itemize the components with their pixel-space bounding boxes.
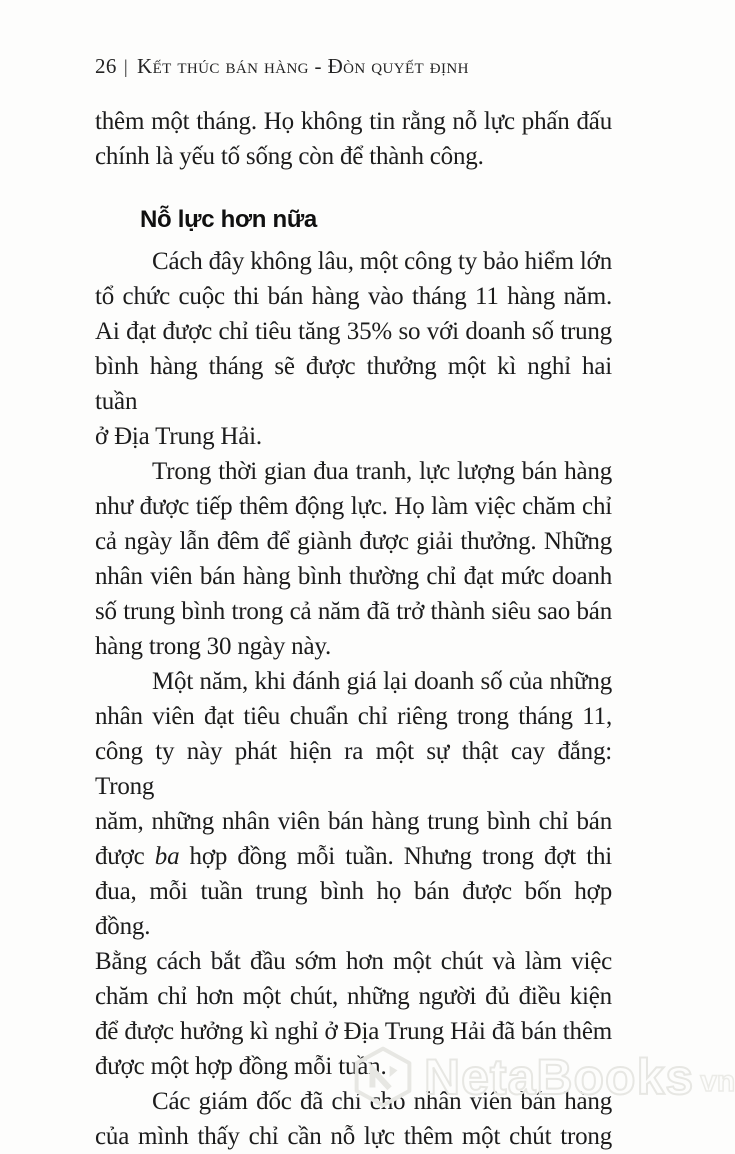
text-line: hàng trong 30 ngày này. [95, 633, 332, 660]
text-line: Các giám đốc đã chỉ cho nhân viên bán hàng [152, 1088, 612, 1115]
text-line: đua, mỗi tuần trung bình họ bán được bốn hợp đồng. [95, 878, 612, 940]
text-line: ở Địa Trung Hải. [95, 423, 262, 450]
text-line: chăm chỉ hơn một chút, những người đủ điều kiện [95, 983, 612, 1010]
watermark-brand-text: NetaBooks [424, 1049, 695, 1105]
page-number: 26 [95, 54, 117, 78]
text-line: thêm một tháng. Họ không tin rằng nỗ lực phấn đấu [95, 108, 612, 135]
text-line: chính là yếu tố sống còn để thành công. [95, 143, 484, 170]
text-line: Cách đây không lâu, một công ty bảo hiểm lớn [152, 248, 612, 275]
text-line: công ty này phát hiện ra một sự thật cay đắng: Trong [95, 738, 612, 800]
paragraph [95, 244, 612, 454]
text-line: năm, những nhân viên bán hàng trung bình chỉ bán [95, 808, 612, 835]
text-line: nhân viên bán hàng bình thường chỉ đạt mức doanh [95, 563, 612, 590]
text-segment: hợp đồng mỗi tuần. Nhưng trong đợt thi [179, 843, 612, 870]
publisher-watermark [350, 1046, 735, 1108]
italic-text-segment: ba [154, 843, 180, 870]
page-header [95, 54, 469, 79]
page-body-text [95, 104, 612, 1154]
text-line: Ai đạt được chỉ tiêu tăng 35% so với doanh số trung [95, 318, 612, 345]
section-heading: Nỗ lực hơn nữa [140, 206, 317, 233]
text-line: của mình thấy chỉ cần nỗ lực thêm một chút trong [95, 1123, 612, 1150]
text-line: nhân viên đạt tiêu chuẩn chỉ riêng trong tháng 11, [95, 703, 612, 730]
text-line: Bằng cách bắt đầu sớm hơn một chút và làm việc [95, 948, 612, 975]
running-title: Kết thúc bán hàng - Đòn quyết định [137, 54, 469, 78]
text-line: được một hợp đồng mỗi tuần. [95, 1053, 387, 1080]
watermark-tld-text: vn [700, 1065, 735, 1098]
text-line: Trong thời gian đua tranh, lực lượng bán hàng [152, 458, 612, 485]
netabooks-hexagon-logo-icon [350, 1046, 416, 1108]
paragraph [95, 454, 612, 664]
text-line: cả ngày lẫn đêm để giành được giải thưởng. Những [95, 528, 612, 555]
text-line: tổ chức cuộc thi bán hàng vào tháng 11 hàng năm. [95, 283, 612, 310]
text-segment: được [95, 843, 155, 870]
text-line: số trung bình trong cả năm đã trở thành siêu sao bán [95, 598, 612, 625]
text-line: Một năm, khi đánh giá lại doanh số của những [152, 668, 612, 695]
text-line: để được hưởng kì nghỉ ở Địa Trung Hải đã bán thêm [95, 1018, 612, 1045]
text-line [95, 839, 612, 874]
text-line: như được tiếp thêm động lực. Họ làm việc chăm chỉ [95, 493, 612, 520]
text-line: bình hàng tháng sẽ được thưởng một kì nghỉ hai tuần [95, 353, 612, 415]
paragraph [95, 104, 612, 174]
header-separator: | [123, 57, 129, 78]
paragraph [95, 664, 612, 1084]
